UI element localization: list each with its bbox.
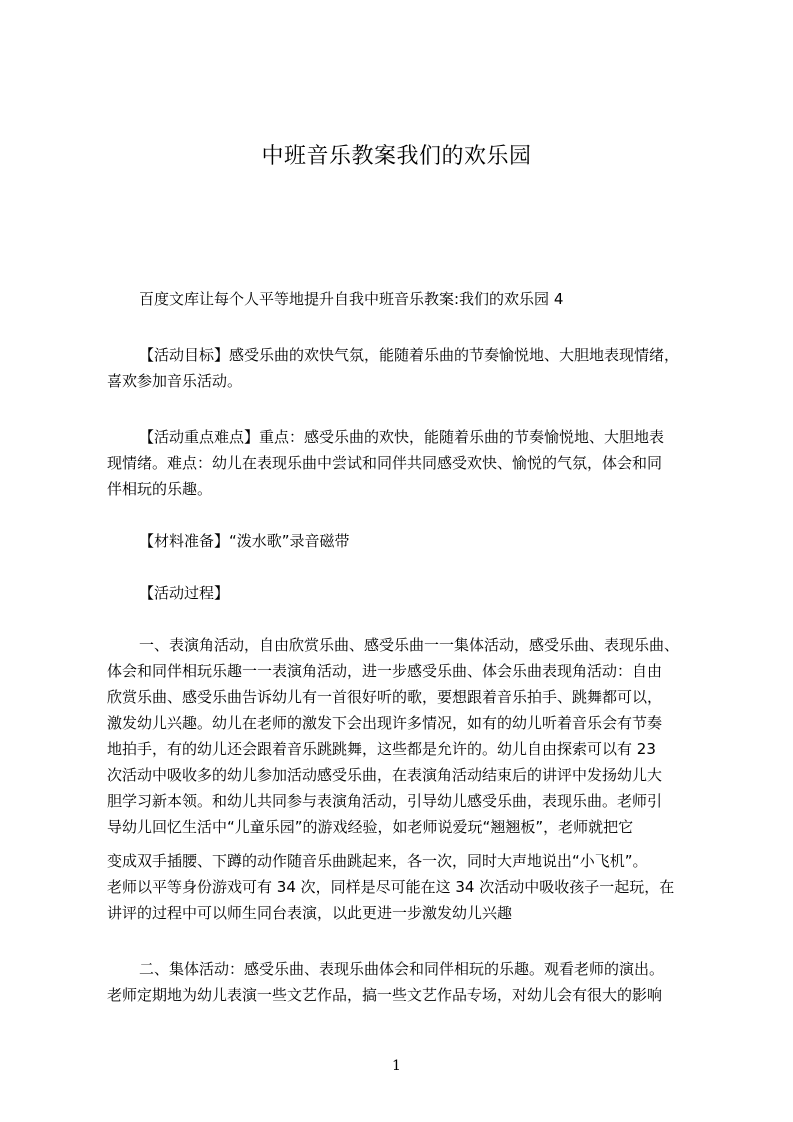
section1-line-5: 地拍手，有的幼儿还会跟着音乐跳跳舞，这些都是允许的。幼儿自由探索可以有 23 bbox=[107, 740, 656, 758]
section1-line-4: 激发幼儿兴趣。幼儿在老师的激发下会出现许多情况，如有的幼儿听着音乐会有节奏 bbox=[107, 714, 663, 732]
section1-line-2: 体会和同伴相玩乐趣一一表演角活动，进一步感受乐曲、体会乐曲表现角活动：自由 bbox=[107, 662, 663, 680]
keypoints-line-2: 现情绪。难点：幼儿在表现乐曲中尝试和同伴共同感受欢快、愉悦的气氛，体会和同 bbox=[107, 454, 663, 472]
page-number: 1 bbox=[392, 1058, 401, 1074]
goal-line-1: 【活动目标】感受乐曲的欢快气氛，能随着乐曲的节奏愉悦地、大胆地表现情绪， bbox=[139, 346, 680, 364]
document-title: 中班音乐教案我们的欢乐园 bbox=[261, 144, 532, 169]
keypoints-line-3: 伴相玩的乐趣。 bbox=[107, 480, 213, 498]
section1-line-6: 次活动中吸收多的幼儿参加活动感受乐曲，在表演角活动结束后的讲评中发扬幼儿大 bbox=[107, 766, 663, 784]
section1-line-8: 导幼儿回忆生活中“儿童乐园”的游戏经验，如老师说爱玩“翘翘板”，老师就把它 bbox=[107, 818, 634, 836]
materials-line: 【材料准备】“泼水歌”录音磁带 bbox=[139, 532, 350, 550]
section1-line-9: 变成双手插腰、下蹲的动作随音乐曲跳起来，各一次，同时大声地说出“小飞机”。 bbox=[107, 852, 648, 870]
section1-line-1: 一、表演角活动，自由欣赏乐曲、感受乐曲一一集体活动，感受乐曲、表现乐曲、 bbox=[139, 636, 680, 654]
section1-line-7: 胆学习新本领。和幼儿共同参与表演角活动，引导幼儿感受乐曲，表现乐曲。老师引 bbox=[107, 792, 663, 810]
section2-line-1: 二、集体活动：感受乐曲、表现乐曲体会和同伴相玩的乐趣。观看老师的演出。 bbox=[139, 960, 665, 978]
process-heading: 【活动过程】 bbox=[139, 584, 230, 602]
section1-line-3: 欣赏乐曲、感受乐曲告诉幼儿有一首很好听的歌，要想跟着音乐拍手、跳舞都可以， bbox=[107, 688, 663, 706]
intro-line: 百度文库让每个人平等地提升自我中班音乐教案:我们的欢乐园 4 bbox=[139, 290, 564, 308]
keypoints-line-1: 【活动重点难点】重点：感受乐曲的欢快，能随着乐曲的节奏愉悦地、大胆地表 bbox=[139, 428, 665, 446]
section1-line-11: 讲评的过程中可以师生同台表演，以此更进一步激发幼儿兴趣 bbox=[107, 904, 513, 922]
section1-line-10: 老师以平等身份游戏可有 34 次，同样是尽可能在这 34 次活动中吸收孩子一起玩，在 bbox=[107, 878, 675, 896]
goal-line-2: 喜欢参加音乐活动。 bbox=[107, 372, 243, 390]
section2-line-2: 老师定期地为幼儿表演一些文艺作品，搞一些文艺作品专场，对幼儿会有很大的影响 bbox=[107, 986, 663, 1004]
